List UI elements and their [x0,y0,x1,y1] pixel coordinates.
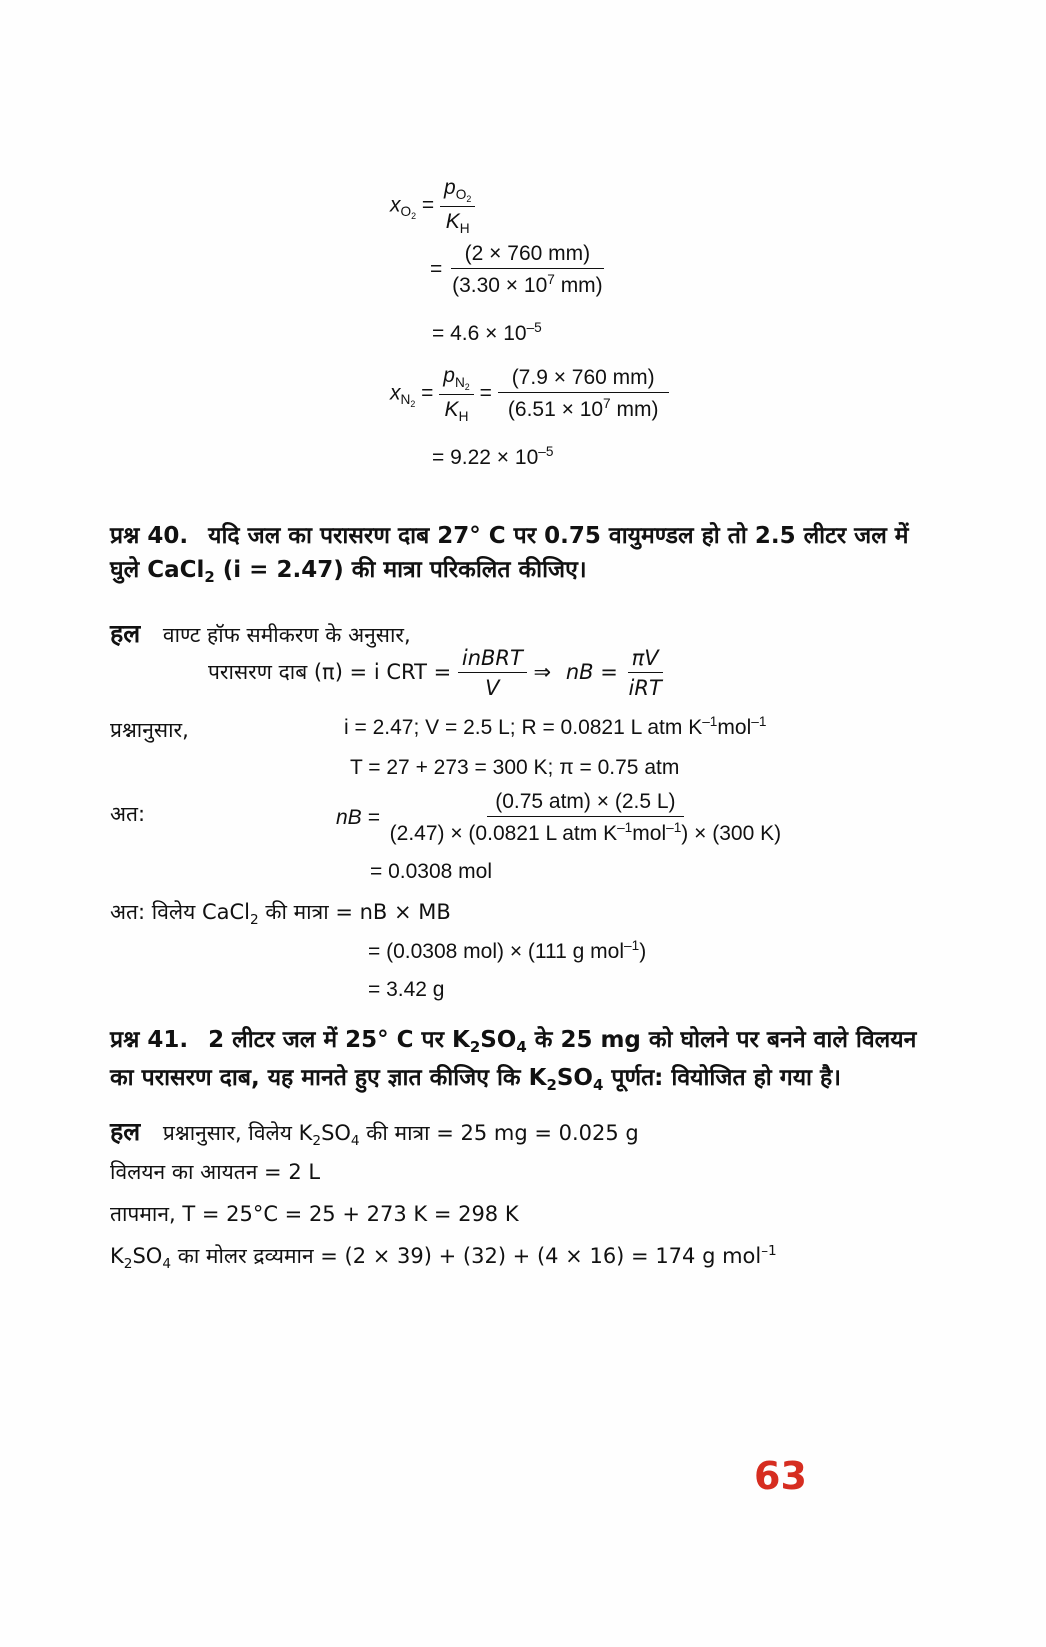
fraction-piv-irt [625,646,666,700]
numerator: inBRT [458,646,527,673]
denominator: iRT [628,676,662,700]
exponent: –1 [624,938,640,953]
den-text: ) × (300 K) [681,822,782,846]
symbol-k: K [445,209,460,233]
mass-step [368,938,646,964]
den-text: (3.30 × 10 [452,274,548,298]
subscript: 4 [162,1255,172,1272]
solution-text: प्रश्नानुसार, विलेय K [162,1121,313,1145]
question-text: के 25 mg को घोलने पर बनने वाले विलयन [526,1027,917,1053]
fraction-inbrt-v [458,646,527,700]
question-text: यदि जल का परासरण दाब 27° C पर 0.75 वायुमण्डल हो तो 2.5 लीटर जल में [208,523,909,549]
fraction-po2-kh [440,176,475,236]
solution-text: SO [132,1244,163,1268]
subscript: 4 [516,1038,527,1057]
solution-text: K [110,1244,124,1268]
equation-x-o2: $x_{O_2}$ = $\frac{p_{O_2}}{K_H}$ [390,176,475,236]
exponent: 7 [547,272,555,287]
question-text: पूर्णत: वियोजित हो गया है। [603,1065,841,1091]
subscript: 2 [464,381,470,392]
numerator: (2 × 760 mm) [451,242,604,269]
given-text: i = 2.47; V = 2.5 L; R = 0.0821 L atm K [344,716,703,740]
fraction-pn2-kh [439,364,473,424]
question-label: प्रश्न 41. [110,1027,189,1053]
den-unit: mm) [610,397,659,421]
solution-label: हल [110,619,141,648]
question-text: SO [480,1027,517,1053]
subscript: H [459,220,470,236]
osmotic-formula [208,646,666,700]
subscript: 4 [592,1076,604,1095]
question-text: SO [556,1065,593,1091]
symbol-p: p [443,364,455,387]
exponent: –1 [702,714,718,729]
nb-label: nB = [565,660,618,684]
formula-label: परासरण दाब (π) = i CRT = [208,660,452,684]
nb-calculation [336,790,785,846]
solution-text: की मात्रा = 25 mg = 0.025 g [359,1121,639,1145]
question-41-line2 [110,1060,841,1094]
subscript: 2 [546,1076,557,1095]
equation-x-n2-result [432,444,553,470]
subscript: 2 [410,399,416,410]
equation-x-n2: $x_{N_2}$ = $\frac{p_{N_2}}{K_H}$ = $\frac{(7.9 \times 760 mm)}{(6.51 \times 10^7 mm)}$ [390,364,669,424]
symbol-n: N [454,374,465,390]
nb-label: nB = [336,806,380,830]
symbol-p: p [444,176,456,199]
symbol-o: O [455,186,467,202]
symbol-o: O [400,204,412,220]
symbol-k: K [444,397,459,421]
den-text: (2.47) × (0.0821 L atm K [389,822,618,846]
question-40-line2 [110,552,587,586]
solution-40-intro [110,616,411,650]
result-text: = 9.22 × 10 [432,446,539,470]
fraction-values [448,242,607,298]
symbol-n: N [400,392,411,408]
symbol-x: x [390,193,401,217]
solution-text: का मोलर द्रव्यमान = (2 × 39) + (32) + (4 × 16) = 174 g mol [171,1244,762,1268]
subscript: 2 [204,568,215,587]
exponent: –1 [761,1242,777,1259]
mass-step-text: = (0.0308 mol) × (111 g mol [368,940,625,964]
exponent: –5 [538,444,554,459]
page-number: 63 [754,1454,807,1498]
denominator [448,269,607,298]
subscript: H [458,408,469,424]
numerator: πV [628,646,663,673]
given-values-2: T = 27 + 273 = 300 K; π = 0.75 atm [350,756,680,779]
mass-step-text: ) [639,940,647,964]
equation-x-o2-step: = $\frac{(2 \times 760 mm)}{(3.30 \times 10^7 mm)}$ [430,242,607,298]
given-values-1 [344,714,766,740]
subscript: 2 [466,193,472,204]
exponent: –1 [666,820,682,835]
question-label: प्रश्न 40. [110,523,189,549]
fraction-n2-values [498,366,669,422]
solution-41-temperature: तापमान, T = 25°C = 25 + 273 K = 298 K [110,1202,519,1226]
subscript: 2 [411,211,417,222]
den-unit: mm) [554,274,603,298]
subscript: 2 [250,911,259,928]
solution-41-volume: विलयन का आयतन = 2 L [110,1160,321,1184]
solution-41-molar-mass [110,1242,777,1272]
exponent: 7 [603,395,611,411]
equation-x-o2-result [432,320,542,346]
question-41-line1 [110,1022,916,1056]
question-text: घुले CaCl [110,557,205,583]
mass-text: अत: विलेय CaCl [110,900,251,924]
question-40-line1 [110,518,909,550]
denominator: V [485,676,500,700]
given-unit: mol [717,716,752,740]
subscript: 2 [312,1132,322,1149]
subscript: 4 [350,1132,360,1149]
atah-label: अत: [110,802,146,826]
implies-arrow: ⇒ [533,660,552,684]
intro-text: वाण्ट हॉफ समीकरण के अनुसार, [162,623,411,647]
den-text: (6.51 × 10 [507,397,604,421]
denominator [504,393,663,422]
solution-label: हल [110,1117,141,1146]
numerator: (0.75 atm) × (2.5 L) [487,790,683,817]
question-text: का परासरण दाब, यह मानते हुए ज्ञात कीजिए कि K [110,1065,547,1091]
solution-text: SO [321,1121,351,1145]
mass-label [110,898,451,928]
mass-result: = 3.42 g [368,978,445,1001]
prashnanusar-label: प्रश्नानुसार, [110,718,189,742]
exponent: –5 [526,320,542,335]
subscript: 2 [123,1255,133,1272]
solution-41-line1 [110,1114,639,1149]
fraction-nb-calc [386,790,785,846]
question-text: 2 लीटर जल में 25° C पर K [208,1027,470,1053]
exponent: –1 [751,714,767,729]
denominator [386,817,785,846]
question-text: (i = 2.47) की मात्रा परिकलित कीजिए। [214,557,587,583]
symbol-x: x [390,381,401,405]
mass-text: की मात्रा = nB × MB [258,900,451,924]
nb-result: = 0.0308 mol [370,860,493,883]
den-unit: mol [632,822,667,846]
numerator: (7.9 × 760 mm) [498,366,669,393]
result-text: = 4.6 × 10 [432,322,527,346]
subscript: 2 [469,1038,481,1057]
exponent: –1 [617,820,633,835]
